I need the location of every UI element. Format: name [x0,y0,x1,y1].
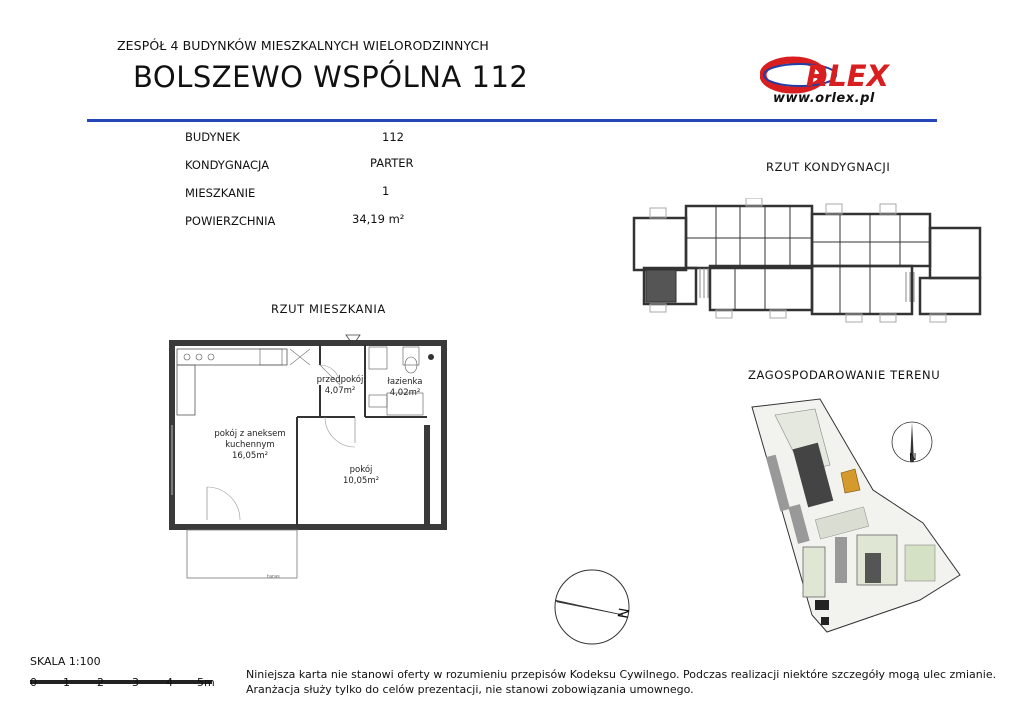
header-divider [87,119,937,122]
bathroom-label [380,377,430,399]
living-room-name-1: pokój z aneksem [214,429,286,439]
disclaimer-line-2: Aranżacja służy tylko do celów prezentacji, nie stanowi zobowiązania umownego. [246,683,694,696]
bathroom-name: łazienka [387,377,423,387]
scale-tick-1: 1 [63,676,70,689]
terrace-label: taras [267,574,280,580]
hallway-label [312,375,368,397]
building-label: BUDYNEK [185,130,240,144]
scale-bar [30,669,220,673]
room-area: 10,05m² [342,476,380,486]
living-room-label [200,429,300,462]
living-room-area: 16,05m² [231,451,269,461]
scale-tick-2: 2 [97,676,104,689]
orlex-logo-graphic [760,55,940,95]
room-label [326,465,396,487]
scale-tick-0: 0 [30,676,37,689]
hallway-name: przedpokój [316,375,364,385]
project-title: BOLSZEWO WSPÓLNA 112 [133,60,529,94]
apartment-value: 1 [382,184,390,198]
site-compass-north-label: N [909,452,917,463]
floor-plan-drawing [630,198,1000,330]
site-compass-icon [890,418,935,466]
scale-tick-5: 5m [197,676,215,689]
room-name: pokój [349,465,373,475]
logo-url[interactable]: www.orlex.pl [773,91,875,106]
scale-tick-3: 3 [132,676,139,689]
area-label: POWIERZCHNIA [185,214,276,228]
scale-label: SKALA 1:100 [30,655,101,668]
disclaimer-line-1: Niniejsza karta nie stanowi oferty w rozumieniu przepisów Kodeksu Cywilnego. Podczas realizacji niektóre szczegóły mogą ulec zmianie. [246,668,997,681]
living-room-name-2: kuchennym [225,440,275,450]
area-value: 34,19 m² [352,212,405,226]
bathroom-area: 4,02m² [389,388,421,398]
compass-icon [545,565,640,650]
floor-label: KONDYGNACJA [185,158,270,172]
apartment-label: MIESZKANIE [185,186,256,200]
site-plan-title: ZAGOSPODAROWANIE TERENU [748,368,941,382]
compass-north-label: N [613,606,632,620]
floor-value: PARTER [370,156,414,170]
project-subtitle: ZESPÓŁ 4 BUDYNKÓW MIESZKALNYCH WIELORODZINNYCH [117,38,489,53]
building-value: 112 [382,130,404,144]
scale-tick-4: 4 [166,676,173,689]
svg-text:RLEX: RLEX [806,59,889,93]
apartment-plan-title: RZUT MIESZKANIA [271,302,386,316]
hallway-area: 4,07m² [324,386,356,396]
floor-plan-title: RZUT KONDYGNACJI [766,160,891,174]
